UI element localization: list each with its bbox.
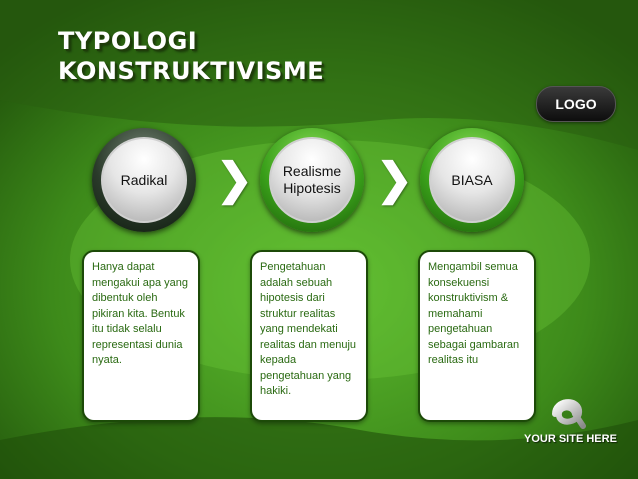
- step-description-radikal: [82, 250, 200, 422]
- step-circle-radikal[interactable]: [92, 128, 196, 232]
- step-label-line-2: Hipotesis: [283, 180, 341, 196]
- page-title: [58, 26, 324, 86]
- step-label-line-1: Realisme: [282, 163, 342, 179]
- chevron-right-icon: ❯: [216, 155, 253, 204]
- title-line-1: TYPOLOGI: [58, 27, 198, 55]
- logo-badge: LOGO: [536, 86, 616, 122]
- step-label-realisme-hipotesis: [269, 137, 355, 223]
- title-line-2: KONSTRUKTIVISME: [58, 57, 325, 85]
- step-description-realisme-hipotesis: [250, 250, 368, 422]
- step-label-biasa: BIASA: [429, 137, 515, 223]
- step-description-text: Pengetahuan adalah sebuah hipotesis dari struktur realitas yang mendekati realitas dan menuju kepada pengetahuan yang hakiki.: [260, 261, 357, 397]
- step-circle-biasa[interactable]: [420, 128, 524, 232]
- step-description-text: Mengambil semua konsekuensi konstruktivism & memahami pengetahuan sebagai gambaran realitas itu: [428, 261, 520, 366]
- site-link[interactable]: YOUR SITE HERE: [524, 433, 617, 445]
- step-description-biasa: [418, 250, 536, 422]
- chevron-right-icon: ❯: [376, 155, 413, 204]
- step-circle-realisme-hipotesis[interactable]: [260, 128, 364, 232]
- step-description-text: Hanya dapat mengakui apa yang dibentuk oleh pikiran kita. Bentuk itu tidak selalu representasi dunia nyata.: [92, 261, 189, 366]
- step-label-radikal: Radikal: [101, 137, 187, 223]
- brand-knot-icon: [547, 392, 589, 432]
